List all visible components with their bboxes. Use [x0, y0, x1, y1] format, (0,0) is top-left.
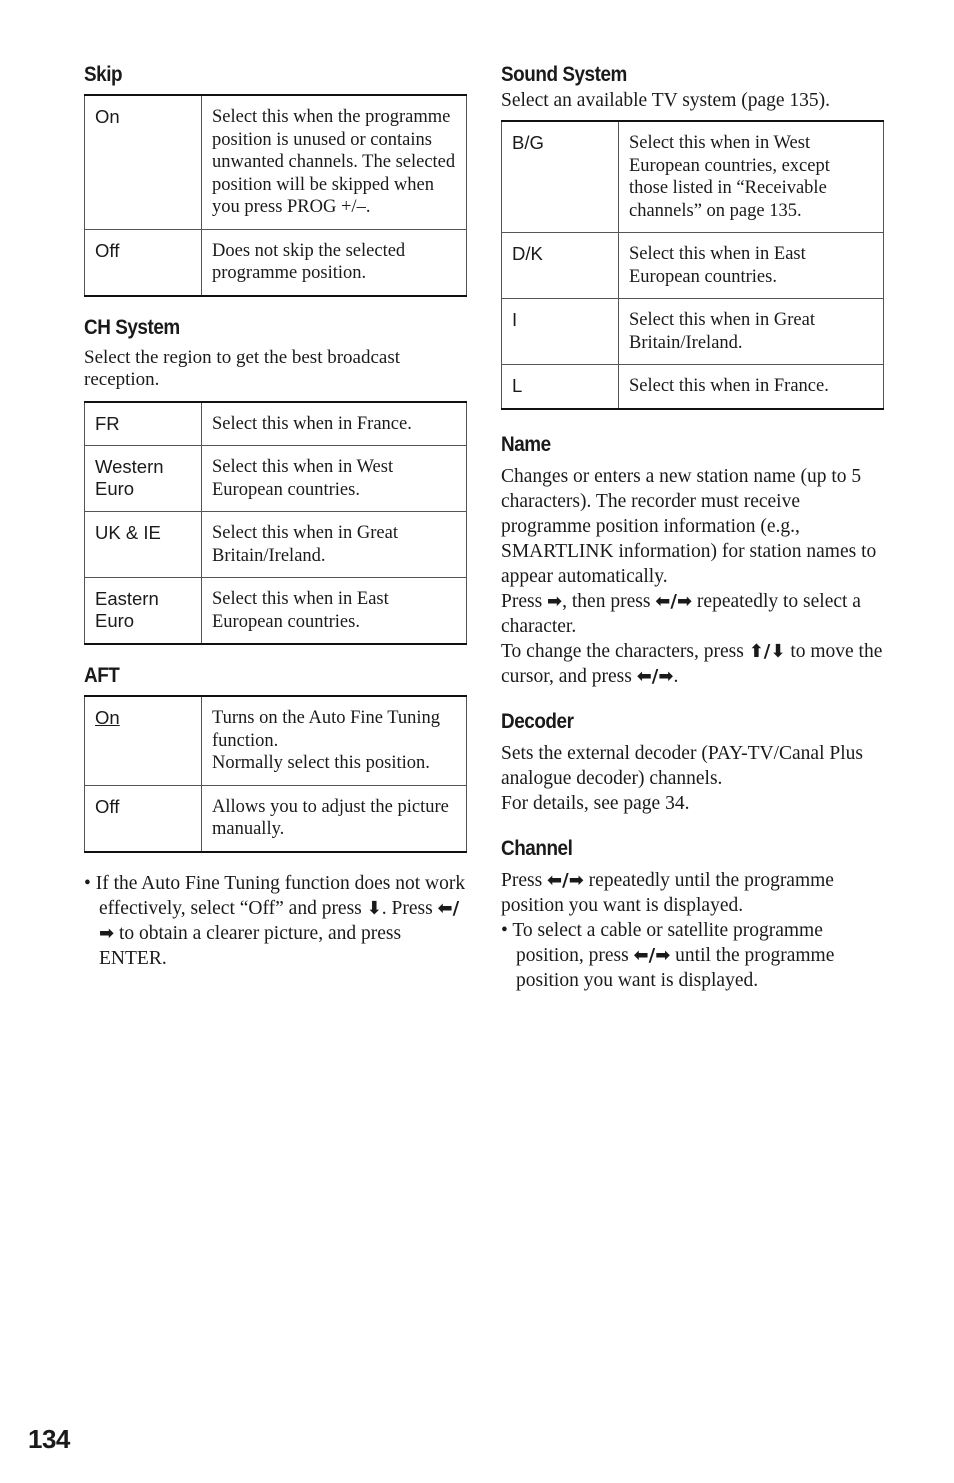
name-heading: Name — [501, 432, 551, 456]
option-key: L — [502, 365, 619, 409]
left-right-arrow-icon: ⬅/➡ — [633, 944, 671, 966]
table-row — [85, 402, 467, 446]
table-row — [85, 785, 467, 852]
option-key: D/K — [502, 233, 619, 299]
option-key: I — [502, 299, 619, 365]
option-key: UK & IE — [85, 512, 202, 578]
option-desc: Allows you to adjust the picture manually. — [202, 785, 467, 852]
option-desc: Select this when in West European countries. — [202, 446, 467, 512]
left-column — [84, 62, 467, 971]
aft-table — [84, 695, 467, 853]
option-desc: Does not skip the selected programme position. — [202, 229, 467, 296]
decoder-heading: Decoder — [501, 709, 574, 733]
table-row — [85, 446, 467, 512]
option-key: Off — [85, 229, 202, 296]
ch-system-table — [84, 401, 467, 646]
page-number: 134 — [28, 1424, 70, 1454]
channel-note: • To select a cable or satellite programme position, press ⬅/➡ until the programme position you want is displayed. — [501, 919, 835, 991]
skip-table — [84, 94, 467, 297]
right-column — [501, 62, 884, 993]
sound-system-heading: Sound System — [501, 63, 627, 86]
option-key-default: On — [95, 707, 120, 728]
left-right-arrow-icon: ⬅/➡ — [636, 665, 674, 687]
ch-system-intro: Select the region to get the best broadcast reception. — [84, 346, 401, 390]
option-desc: Select this when in Great Britain/Ireland. — [202, 512, 467, 578]
aft-heading: AFT — [84, 664, 120, 687]
option-desc: Select this when in Great Britain/Ireland. — [619, 299, 884, 365]
table-row — [502, 299, 884, 365]
option-key: Eastern Euro — [85, 578, 202, 645]
option-desc: Turns on the Auto Fine Tuning function. — [212, 708, 441, 751]
table-row — [85, 229, 467, 296]
sound-system-intro: Select an available TV system (page 135). — [501, 90, 831, 111]
option-key: Off — [85, 785, 202, 852]
option-desc: Select this when in France. — [202, 402, 467, 446]
option-key: Western Euro — [85, 446, 202, 512]
option-desc-note: Normally select this position. — [212, 753, 430, 773]
option-desc: Select this when the programme position is unused or contains unwanted channels. The selected position will be skipped when you press PROG +/–. — [202, 95, 467, 229]
skip-heading: Skip — [84, 63, 123, 86]
ch-system-heading: CH System — [84, 315, 180, 339]
name-change-instruction: To change the characters, press ⬆/⬇ to move the cursor, and press ⬅/➡. — [501, 640, 883, 687]
sound-system-table — [501, 120, 884, 410]
option-key: On — [85, 95, 202, 229]
option-desc: Select this when in East European countries. — [619, 233, 884, 299]
table-row — [502, 233, 884, 299]
option-desc: Select this when in West European countries, except those listed in “Receivable channels” on page 135. — [619, 121, 884, 233]
right-arrow-icon: ➡ — [547, 590, 563, 612]
left-right-arrow-icon: ⬅/➡ — [655, 590, 693, 612]
decoder-description: Sets the external decoder (PAY-TV/Canal Plus analogue decoder) channels. — [501, 742, 863, 789]
left-right-arrow-icon: ⬅/➡ — [547, 869, 584, 891]
option-desc: Select this when in East European countries. — [202, 578, 467, 645]
table-row — [85, 578, 467, 645]
left-right-arrow-icon: ⬅/➡ — [99, 897, 460, 944]
name-press-instruction: Press ➡, then press ⬅/➡ repeatedly to select a character. — [501, 590, 861, 637]
channel-heading: Channel — [501, 836, 573, 860]
decoder-reference: For details, see page 34. — [501, 792, 690, 814]
channel-description: Press ⬅/➡ repeatedly until the programme position you want is displayed. — [501, 869, 834, 916]
table-row — [502, 121, 884, 233]
option-key: B/G — [502, 121, 619, 233]
up-down-arrow-icon: ⬆/⬇ — [748, 640, 786, 662]
option-key: FR — [85, 402, 202, 446]
aft-note: • If the Auto Fine Tuning function does not work effectively, select “Off” and press ⬇. Press ⬅/➡ to obtain a clearer picture, and press ENTER. — [84, 872, 466, 969]
down-arrow-icon: ⬇ — [366, 897, 382, 919]
name-description: Changes or enters a new station name (up to 5 characters). The recorder must receive programme position information (e.g., SMARTLINK information) for station names to appear automatically. — [501, 465, 877, 587]
option-desc: Select this when in France. — [619, 365, 884, 409]
table-row — [502, 365, 884, 409]
table-row — [85, 512, 467, 578]
table-row — [85, 95, 467, 229]
table-row — [85, 696, 467, 785]
